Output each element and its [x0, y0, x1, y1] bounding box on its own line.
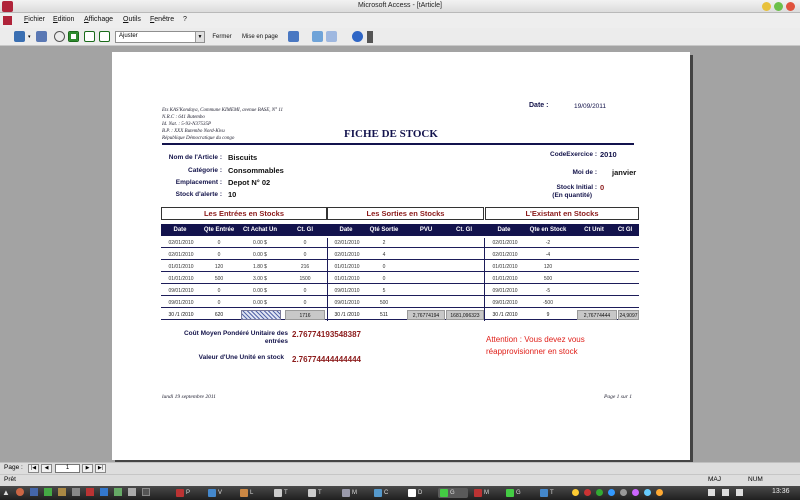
stock-total-qty: 9	[546, 312, 550, 318]
exit-total-pvu: 2,76774194	[407, 310, 445, 320]
page-setup-button[interactable]: Mise en page	[241, 34, 279, 40]
menu-bar	[0, 13, 800, 28]
document-icon[interactable]	[3, 16, 12, 25]
table-row	[161, 274, 639, 284]
tray-icon[interactable]	[596, 489, 603, 496]
month-label: Moi de :	[572, 169, 597, 176]
clock[interactable]: 13:36	[772, 488, 790, 495]
minimize-button[interactable]	[762, 2, 771, 11]
taskbar-window[interactable]	[340, 488, 364, 498]
database-window-icon[interactable]	[312, 31, 323, 42]
exit-qty: 5	[382, 288, 386, 294]
report-title: FICHE DE STOCK	[344, 128, 438, 140]
exercise-code-label: CodeExercice :	[550, 151, 597, 158]
entry-total: 0	[303, 252, 307, 258]
stock-qty: -5	[545, 288, 551, 294]
status-num: NUM	[748, 476, 763, 483]
entry-date: 01/01/2010	[168, 264, 194, 270]
column-header: Qte Entrée	[203, 227, 235, 233]
stock-total-unit: 2,76774444	[577, 310, 617, 320]
table-row	[161, 262, 639, 272]
help-icon[interactable]	[352, 31, 363, 42]
taskbar-window-active[interactable]	[438, 488, 468, 498]
tray-icon[interactable]	[656, 489, 663, 496]
entry-total: 216	[300, 264, 310, 270]
article-label: Nom de l'Article :	[168, 154, 222, 161]
two-pages-icon[interactable]	[84, 31, 95, 42]
new-object-icon[interactable]	[326, 31, 337, 42]
window-title: Microsoft Access - [tArticle]	[357, 2, 443, 9]
stock-date: 02/01/2010	[492, 240, 518, 246]
menu-fichier[interactable]: Fichier	[24, 16, 46, 23]
stock-qty: 500	[543, 276, 553, 282]
exit-qty: 500	[379, 300, 389, 306]
zoom-value: Ajuster	[119, 33, 138, 39]
window-app-icon	[176, 489, 184, 497]
column-header: Date	[339, 227, 353, 233]
entry-total-qty: 620	[214, 312, 224, 318]
network-icon[interactable]	[708, 489, 715, 496]
entry-qty: 120	[214, 264, 224, 270]
entry-unit-cost: 3.00 $	[253, 276, 267, 282]
taskbar-window[interactable]	[238, 488, 262, 498]
one-page-icon[interactable]	[68, 31, 79, 42]
existing-section-title: L'Existant en Stocks	[485, 207, 639, 220]
tray-icon[interactable]	[584, 489, 591, 496]
entry-total: 0	[303, 300, 307, 306]
alert-value: 10	[228, 190, 237, 199]
company-line: N.R.C : 641 Butembo	[162, 115, 205, 120]
maximize-button[interactable]	[774, 2, 783, 11]
entry-total-gl: 1716	[285, 310, 325, 320]
exit-qty: 4	[382, 252, 386, 258]
stock-qty: 120	[543, 264, 553, 270]
exit-total-qty: 511	[380, 312, 388, 318]
column-header: Ct Gl	[617, 227, 633, 233]
entry-cost-hatched-cell	[241, 310, 281, 320]
company-line: République Démocratique du congo	[162, 136, 235, 141]
exercise-code-value: 2010	[600, 150, 617, 159]
window-app-icon	[440, 489, 448, 497]
entry-total: 0	[303, 288, 307, 294]
column-header: Ct. Gl	[297, 227, 313, 233]
exit-date: 02/01/2010	[334, 252, 360, 258]
app-icon[interactable]	[142, 488, 150, 496]
taskbar-window[interactable]	[206, 488, 230, 498]
stock-qty: -2	[545, 240, 551, 246]
stock-date: 09/01/2010	[492, 300, 518, 306]
taskbar-window-label: T	[318, 490, 322, 496]
taskbar-window[interactable]	[504, 488, 528, 498]
menu-help[interactable]: ?	[183, 16, 187, 23]
tray-icon[interactable]	[644, 489, 651, 496]
menu-affichage[interactable]: Affichage	[84, 16, 114, 23]
entry-total: 0	[303, 240, 307, 246]
entry-unit-cost: 0.00 $	[253, 252, 267, 258]
toolbar-options-icon[interactable]	[367, 31, 373, 43]
previous-page-button[interactable]: ◀	[41, 464, 52, 473]
entries-section-title: Les Entrées en Stocks	[161, 207, 327, 220]
window-app-icon	[474, 489, 482, 497]
entry-date: 02/01/2010	[168, 252, 194, 258]
page-number-input[interactable]: 1	[55, 464, 80, 473]
menu-outils[interactable]: Outils	[123, 16, 141, 23]
entry-unit-cost: 0.00 $	[253, 288, 267, 294]
close-preview-button[interactable]: Fermer	[212, 34, 232, 40]
app-icon[interactable]	[86, 488, 94, 496]
article-value: Biscuits	[228, 153, 258, 162]
entry-date: 09/01/2010	[168, 300, 194, 306]
print-preview-toolbar	[0, 28, 800, 46]
exits-section-title: Les Sorties en Stocks	[327, 207, 484, 220]
page-navigation-bar	[0, 462, 800, 474]
initial-stock-unit-note: (En quantité)	[552, 192, 592, 199]
entry-qty: 0	[217, 240, 221, 246]
stock-date: 01/01/2010	[492, 264, 518, 270]
exit-qty: 0	[382, 276, 386, 282]
taskbar-window-label: G	[450, 490, 455, 496]
unit-value: 2.76774444444444	[292, 355, 361, 364]
unit-value-label: Valeur d'Une Unité en stock	[198, 354, 284, 361]
tray-icon[interactable]	[632, 489, 639, 496]
entry-unit-cost: 0.00 $	[253, 240, 267, 246]
window-app-icon	[208, 489, 216, 497]
table-row	[161, 286, 639, 296]
taskbar-window-label: P	[186, 490, 191, 496]
start-icon[interactable]: ▲	[2, 488, 10, 497]
entry-date: 02/01/2010	[168, 240, 194, 246]
window-app-icon	[506, 489, 514, 497]
company-line: B.P. : XXX Butembo Nord-Kivu	[162, 129, 225, 134]
terminal-icon[interactable]	[30, 488, 38, 496]
entry-unit-cost: 0.00 $	[253, 300, 267, 306]
company-line: Ets KAS'Kondaya, Commune KIMEMI, avenue BASE, N° 11	[162, 108, 284, 113]
tray-icon[interactable]	[608, 489, 615, 496]
column-header: Date	[497, 227, 511, 233]
entry-date: 09/01/2010	[168, 288, 194, 294]
stock-date: 09/01/2010	[492, 288, 518, 294]
chevron-down-icon[interactable]: ▼	[195, 32, 204, 42]
taskbar-window-label: T	[550, 490, 554, 496]
exit-date: 02/01/2010	[334, 240, 360, 246]
stock-date: 02/01/2010	[492, 252, 518, 258]
column-header: Ct. Gl	[456, 227, 472, 233]
stock-qty: -500	[542, 300, 553, 306]
entry-date: 01/01/2010	[168, 276, 194, 282]
window-app-icon	[540, 489, 548, 497]
taskbar-window-label: T	[284, 490, 288, 496]
zoom-select[interactable]	[115, 31, 205, 43]
taskbar-window[interactable]	[538, 488, 562, 498]
stock-total-gl: 24,9097	[618, 310, 639, 320]
close-window-button[interactable]	[786, 2, 795, 11]
table-row	[161, 298, 639, 308]
exit-date: 09/01/2010	[334, 300, 360, 306]
exit-date: 09/01/2010	[334, 288, 360, 294]
date-label: Date :	[529, 102, 549, 109]
zoom-icon[interactable]	[54, 31, 65, 42]
initial-stock-value: 0	[600, 183, 605, 192]
window-app-icon	[240, 489, 248, 497]
window-app-icon	[308, 489, 316, 497]
taskbar-window[interactable]	[372, 488, 396, 498]
exit-date: 01/01/2010	[334, 264, 360, 270]
exit-date: 01/01/2010	[334, 276, 360, 282]
category-label: Catégorie :	[188, 167, 222, 174]
taskbar-window[interactable]	[272, 488, 296, 498]
title-bar	[0, 0, 800, 13]
column-header: Date	[173, 227, 187, 233]
app-icon[interactable]	[128, 488, 136, 496]
column-header: Ct Achat Un	[242, 227, 278, 233]
title-rule	[162, 143, 634, 145]
stock-total-date: 30 /1 /2010	[492, 312, 518, 318]
app-icon[interactable]	[114, 488, 122, 496]
entry-qty: 500	[214, 276, 224, 282]
cmup-value: 2.76774193548387	[292, 330, 361, 339]
exit-qty: 2	[382, 240, 386, 246]
date-value: 19/09/2011	[574, 103, 607, 110]
initial-stock-label: Stock Initial :	[556, 184, 597, 191]
view-icon[interactable]	[14, 31, 25, 42]
location-label: Emplacement :	[175, 179, 222, 186]
exit-total-date: 30 /1 /2010	[334, 312, 360, 318]
entry-total: 1500	[299, 276, 311, 282]
office-links-icon[interactable]	[288, 31, 299, 42]
entry-qty: 0	[217, 300, 221, 306]
taskbar-window[interactable]	[174, 488, 198, 498]
status-bar	[0, 474, 800, 486]
volume-icon[interactable]	[722, 489, 729, 496]
menu-fenetre[interactable]: Fenêtre	[150, 16, 175, 23]
month-value: janvier	[612, 168, 637, 177]
status-caps: MAJ	[708, 476, 721, 483]
page-label: Page :	[4, 464, 23, 471]
company-line: Id. Nat. : 5-93-N37535P	[162, 122, 212, 127]
column-header: PVU	[419, 227, 433, 233]
stock-qty: -4	[545, 252, 551, 258]
menu-edition[interactable]: Edition	[53, 16, 75, 23]
taskbar-window-label: D	[418, 490, 423, 496]
restock-warning: Attention : Vous devez vous réapprovisionner en stock	[486, 335, 585, 356]
files-icon[interactable]	[44, 488, 52, 496]
entry-qty: 0	[217, 288, 221, 294]
next-page-button[interactable]: ▶	[82, 464, 93, 473]
entry-qty: 0	[217, 252, 221, 258]
report-page	[112, 52, 690, 460]
table-row	[161, 238, 639, 248]
totals-row	[161, 310, 639, 320]
taskbar-window[interactable]	[306, 488, 330, 498]
category-value: Consommables	[228, 166, 284, 175]
column-divider	[327, 238, 328, 321]
footer-page-count: Page 1 sur 1	[604, 394, 632, 400]
taskbar-window-label: G	[516, 490, 521, 496]
taskbar-window[interactable]	[406, 488, 430, 498]
chevron-down-icon[interactable]: ▾	[28, 34, 31, 40]
print-icon[interactable]	[36, 31, 47, 42]
window-app-icon	[374, 489, 382, 497]
entry-total-date: 30 /1 /2010	[168, 312, 194, 318]
first-page-button[interactable]: |◀	[28, 464, 39, 473]
taskbar-window-label: V	[218, 490, 223, 496]
firefox-icon[interactable]	[16, 488, 24, 496]
app-icon[interactable]	[58, 488, 66, 496]
app-icon[interactable]	[100, 488, 108, 496]
stock-date: 01/01/2010	[492, 276, 518, 282]
status-ready: Prêt	[4, 476, 16, 483]
taskbar-window-label: C	[384, 490, 389, 496]
taskbar-window-label: M	[484, 490, 489, 496]
exit-qty: 0	[382, 264, 386, 270]
app-icon[interactable]	[72, 488, 80, 496]
taskbar	[0, 486, 800, 500]
tray-icon[interactable]	[572, 489, 579, 496]
taskbar-window-label: L	[250, 490, 254, 496]
exit-total-gl: 1681,096323	[446, 310, 484, 320]
multiple-pages-icon[interactable]	[99, 31, 110, 42]
column-header: Ct Unit	[584, 227, 604, 233]
footer-date: lundi 19 septembre 2011	[162, 394, 216, 400]
window-app-icon	[408, 489, 416, 497]
taskbar-window-label: M	[352, 490, 357, 496]
tray-icon[interactable]	[620, 489, 627, 496]
window-app-icon	[274, 489, 282, 497]
battery-icon[interactable]	[736, 489, 743, 496]
cmup-label: Coût Moyen Pondéré Unitaire des entrées	[183, 330, 288, 345]
window-app-icon	[342, 489, 350, 497]
table-row	[161, 250, 639, 260]
column-header: Qte en Stock	[529, 227, 567, 233]
alert-label: Stock d'alerte :	[175, 191, 222, 198]
last-page-button[interactable]: ▶|	[95, 464, 106, 473]
column-divider	[484, 238, 485, 321]
location-value: Depot N° 02	[228, 178, 271, 187]
taskbar-window[interactable]	[472, 488, 496, 498]
entry-unit-cost: 1.80 $	[253, 264, 267, 270]
column-header: Qté Sortie	[369, 227, 399, 233]
